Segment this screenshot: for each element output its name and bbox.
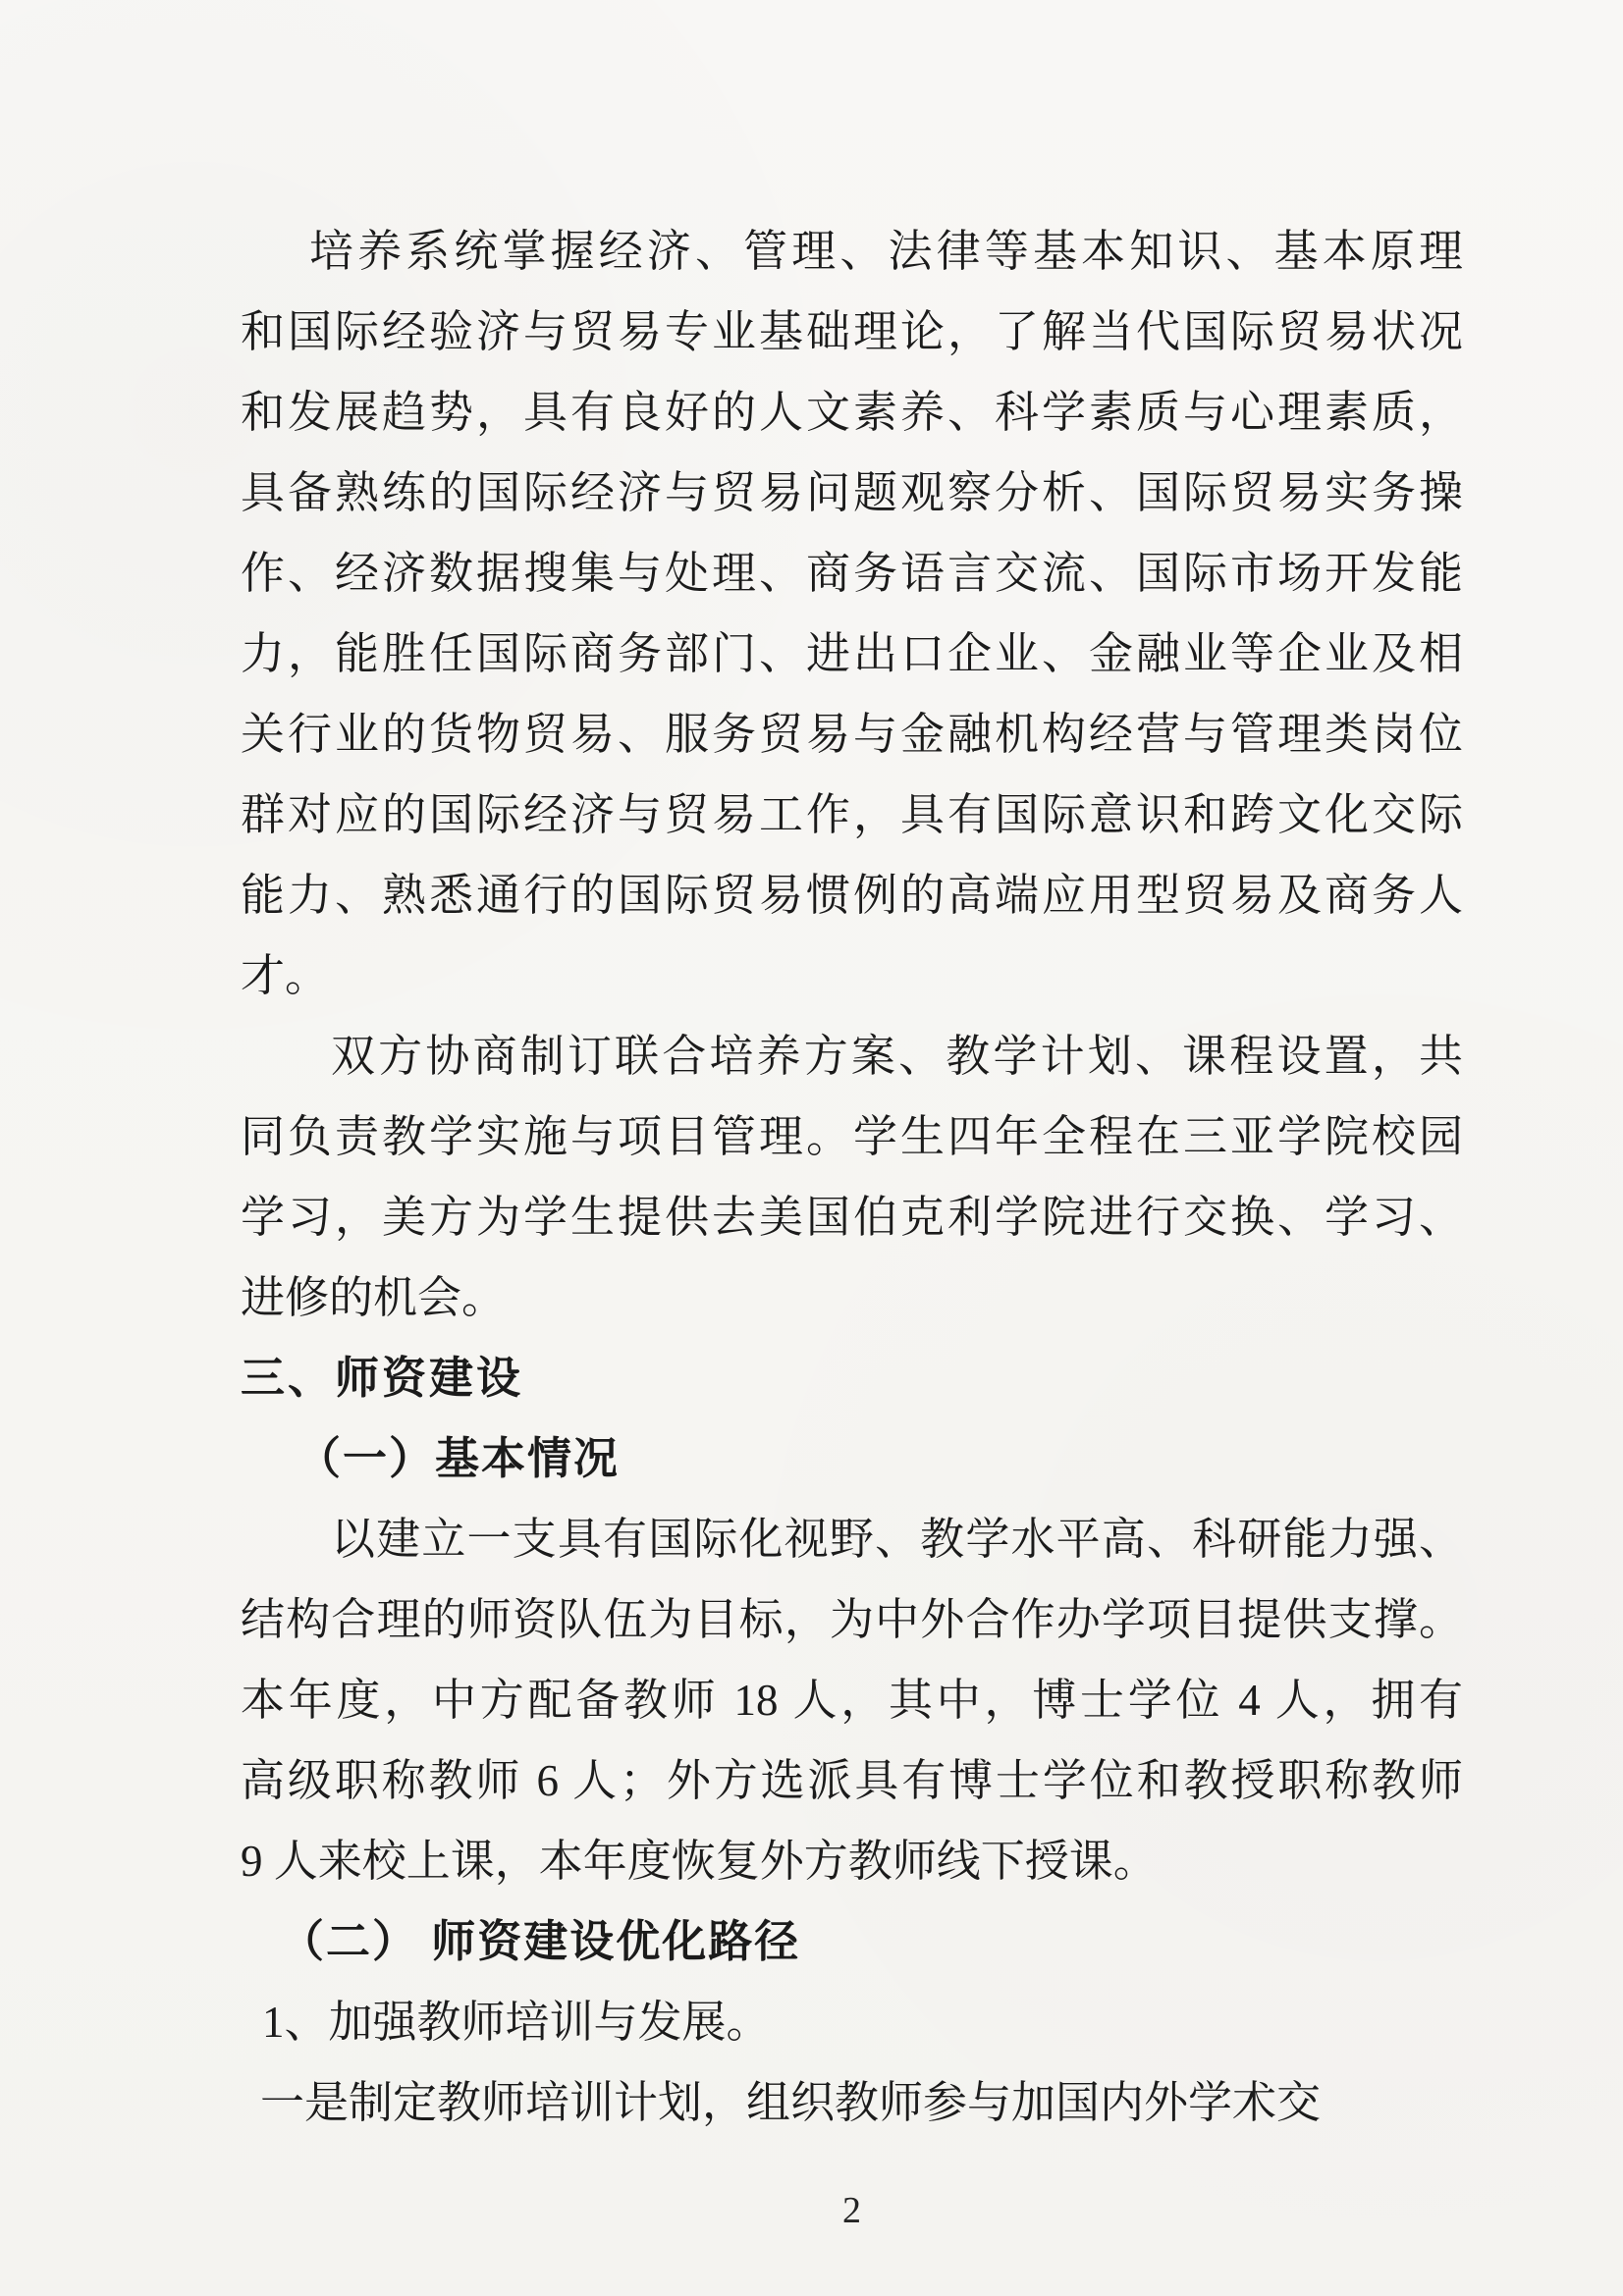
paragraph-line: 进修的机会。 — [241, 1273, 507, 1322]
list-item-line: 1、加强教师培训与发展。 — [262, 1998, 771, 2047]
paragraph-line: 9 人来校上课，本年度恢复外方教师线下授课。 — [241, 1837, 1158, 1886]
paragraph-line: 和发展趋势，具有良好的人文素养、科学素质与心理素质， — [241, 388, 1463, 437]
page-number: 2 — [842, 2190, 861, 2231]
paragraph-line: 双方协商制订联合培养方案、教学计划、课程设置，共 — [331, 1032, 1463, 1081]
paragraph-line: 作、经济数据搜集与处理、商务语言交流、国际市场开发能 — [241, 549, 1463, 598]
paragraph-line: 关行业的货物贸易、服务贸易与金融机构经营与管理类岗位 — [241, 710, 1463, 759]
paragraph-line: 本年度，中方配备教师 18 人，其中，博士学位 4 人，拥有 — [241, 1676, 1463, 1725]
paragraph-line: 同负责教学实施与项目管理。学生四年全程在三亚学院校园 — [241, 1112, 1463, 1161]
paragraph-line: 高级职称教师 6 人；外方选派具有博士学位和教授职称教师 — [241, 1756, 1463, 1805]
paragraph-line: 才。 — [241, 951, 330, 1000]
paragraph-line: 培养系统掌握经济、管理、法律等基本知识、基本原理 — [309, 227, 1463, 276]
paragraph-line: 一是制定教师培训计划，组织教师参与加国内外学术交 — [260, 2078, 1322, 2127]
paragraph-line: 学习，美方为学生提供去美国伯克利学院进行交换、学习、 — [241, 1193, 1463, 1242]
paragraph-line: 力，能胜任国际商务部门、进出口企业、金融业等企业及相 — [241, 629, 1463, 678]
subsection-heading: （一）基本情况 — [297, 1434, 621, 1483]
paragraph-line: 群对应的国际经济与贸易工作，具有国际意识和跨文化交际 — [241, 790, 1463, 839]
paragraph-line: 具备熟练的国际经济与贸易问题观察分析、国际贸易实务操 — [241, 468, 1463, 517]
document-body — [241, 211, 1463, 2143]
paragraph-line: 以建立一支具有国际化视野、教学水平高、科研能力强、 — [331, 1515, 1463, 1564]
paragraph-line: 能力、熟悉通行的国际贸易惯例的高端应用型贸易及商务人 — [241, 871, 1463, 920]
section-heading: 三、师资建设 — [241, 1353, 524, 1403]
paragraph-line: 和国际经验济与贸易专业基础理论，了解当代国际贸易状况 — [241, 307, 1463, 356]
paragraph-line: 结构合理的师资队伍为目标，为中外合作办学项目提供支撑。 — [241, 1595, 1463, 1644]
subsection-heading: （二） 师资建设优化路径 — [280, 1917, 801, 1966]
